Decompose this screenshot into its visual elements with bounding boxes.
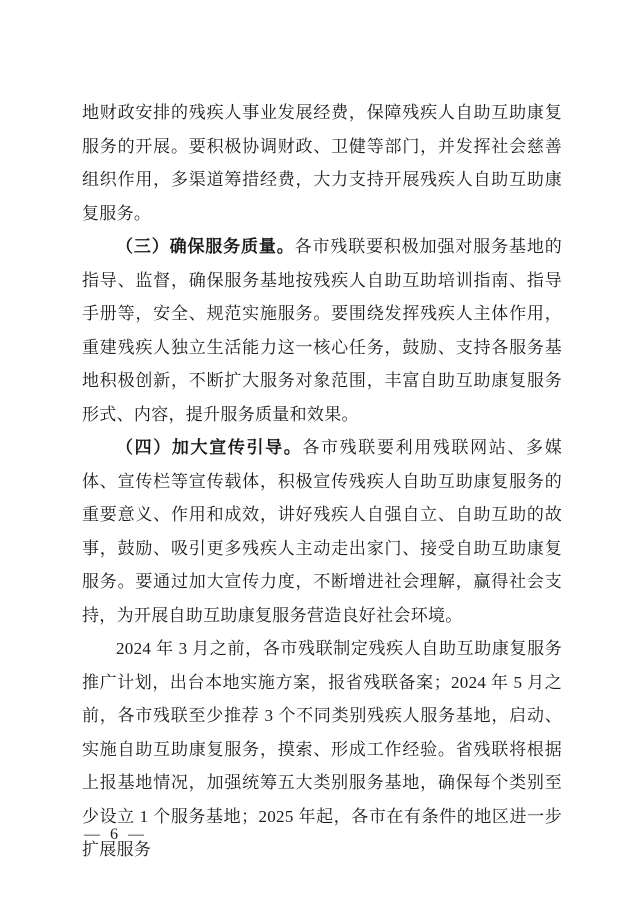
paragraph-text-run: 各市残联要积极加强对服务基地的指导、监督，确保服务基地按残疾人自助互助培训指南、指导手册等，安全、规范实施服务。要围绕发挥残疾人主体作用，重建残疾人独立生活能力这一核心任务，鼓励、支持各服务基地积极创新，不断扩大服务对象范围，丰富自助互助康复服务形式、内容，提升服务质量和效果。	[82, 237, 562, 424]
page-number: — 6 —	[84, 826, 147, 843]
paragraph-text-run: 2024 年 3 月之前，各市残联制定残疾人自助互助康复服务推广计划，出台本地实施方案，报省残联备案；2024 年 5 月之前，各市残联至少推荐 3 个不同类别残疾人服务基地，启动、实施自助互助康复服务，摸索、形成工作经验。省残联将根据上报基地情况，加强统筹五大类别服务基地，确保每个类别至少设立 1 个服务基地；2025 年起，各市在有条件的地区进一步扩展服务	[82, 639, 562, 859]
paragraph	[82, 96, 562, 230]
paragraph-text-run: 地财政安排的残疾人事业发展经费，保障残疾人自助互助康复服务的开展。要积极协调财政、卫健等部门，并发挥社会慈善组织作用，多渠道筹措经费，大力支持开展残疾人自助互助康复服务。	[82, 103, 562, 223]
paragraph	[82, 431, 562, 632]
paragraph	[82, 230, 562, 431]
paragraph-heading-run: （四）加大宣传引导。	[116, 438, 303, 457]
paragraph-text-run: 各市残联要利用残联网站、多媒体、宣传栏等宣传载体，积极宣传残疾人自助互助康复服务的重要意义、作用和成效，讲好残疾人自强自立、自助互助的故事，鼓励、吸引更多残疾人主动走出家门、接受自助互助康复服务。要通过加大宣传力度，不断增进社会理解，赢得社会支持，为开展自助互助康复服务营造良好社会环境。	[82, 438, 562, 625]
paragraph-heading-run: （三）确保服务质量。	[116, 237, 295, 256]
document-body	[82, 96, 562, 867]
paragraph	[82, 632, 562, 867]
